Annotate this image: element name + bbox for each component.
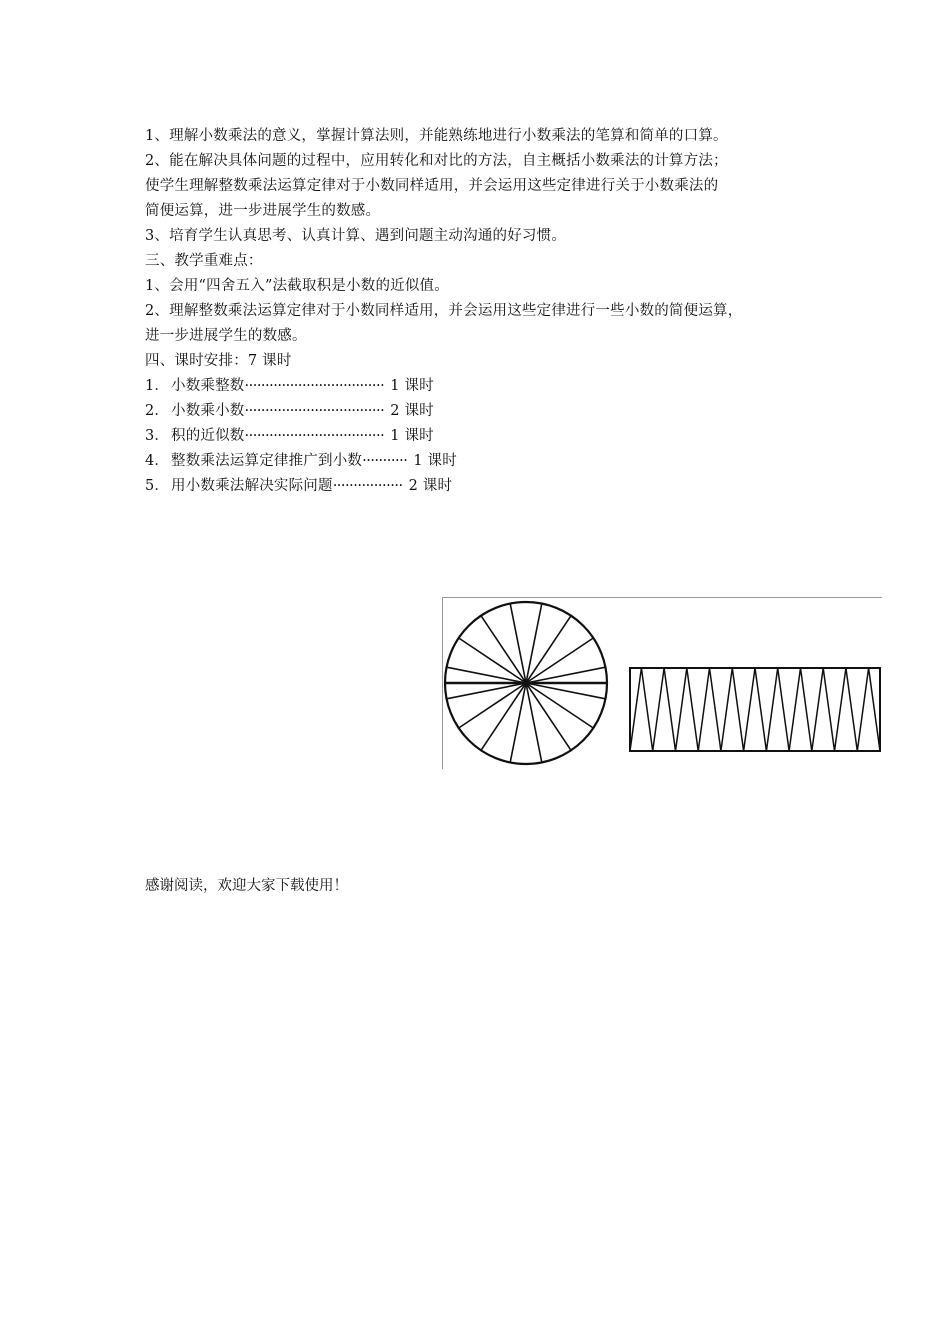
- schedule-item: [145, 474, 835, 499]
- schedule-item: [145, 399, 835, 424]
- objective-line: 1、理解小数乘法的意义，掌握计算法则，并能熟练地进行小数乘法的笔算和简单的口算。: [145, 128, 728, 144]
- schedule-leader-dots: ·················: [332, 478, 403, 494]
- schedule-hours: 2 课时: [408, 478, 453, 494]
- objective-line: 3、培育学生认真思考、认真计算、遇到问题主动沟通的好习惯。: [145, 228, 567, 244]
- sectored-circle: [445, 602, 607, 764]
- schedule-leader-dots: ··································: [244, 378, 385, 394]
- difficulty-line: 2、理解整数乘法运算定律对于小数同样适用，并会运用这些定律进行一些小数的简便运算，: [145, 303, 743, 319]
- rectangle-outline: [630, 668, 880, 751]
- circle-to-rectangle-figure: [442, 597, 882, 769]
- schedule-hours: 1 课时: [390, 428, 434, 444]
- schedule-title: 积的近似数: [171, 428, 245, 444]
- figure-svg: [442, 597, 882, 769]
- schedule-leader-dots: ··································: [244, 403, 385, 419]
- difficulties-heading: 三、教学重难点：: [145, 253, 263, 269]
- schedule-number: 4．: [145, 453, 170, 469]
- schedule-leader-dots: ···········: [362, 453, 408, 469]
- schedule-number: 1．: [145, 378, 170, 394]
- schedule-hours: 1 课时: [390, 378, 434, 394]
- schedule-hours: 1 课时: [413, 453, 457, 469]
- schedule-number: 5．: [145, 478, 170, 494]
- schedule-hours: 2 课时: [390, 403, 434, 419]
- difficulty-line: 1、会用“四舍五入”法截取积是小数的近似值。: [145, 278, 449, 294]
- zigzag-rectangle: [630, 668, 880, 751]
- objective-line: 2、能在解决具体问题的过程中，应用转化和对比的方法，自主概括小数乘法的计算方法；: [145, 153, 728, 169]
- schedule-item: [145, 424, 835, 449]
- schedule-number: 2．: [145, 403, 170, 419]
- schedule-title: 小数乘整数: [171, 378, 245, 394]
- schedule-heading: 四、课时安排：7 课时: [145, 353, 292, 369]
- difficulty-line: 进一步进展学生的数感。: [145, 328, 307, 344]
- schedule-title: 小数乘小数: [171, 403, 245, 419]
- schedule-leader-dots: ··································: [244, 428, 385, 444]
- schedule-number: 3．: [145, 428, 170, 444]
- schedule-item: [145, 449, 835, 474]
- closing-note: 感谢阅读，欢迎大家下载使用！: [145, 878, 348, 894]
- objective-line: 简便运算，进一步进展学生的数感。: [145, 203, 381, 219]
- objective-line: 使学生理解整数乘法运算定律对于小数同样适用，并会运用这些定律进行关于小数乘法的: [145, 178, 719, 194]
- lesson-text: [145, 124, 835, 499]
- schedule-item: [145, 374, 835, 399]
- schedule-title: 用小数乘法解决实际问题: [171, 478, 333, 494]
- schedule-title: 整数乘法运算定律推广到小数: [171, 453, 363, 469]
- zigzag-sector-lines: [630, 668, 880, 751]
